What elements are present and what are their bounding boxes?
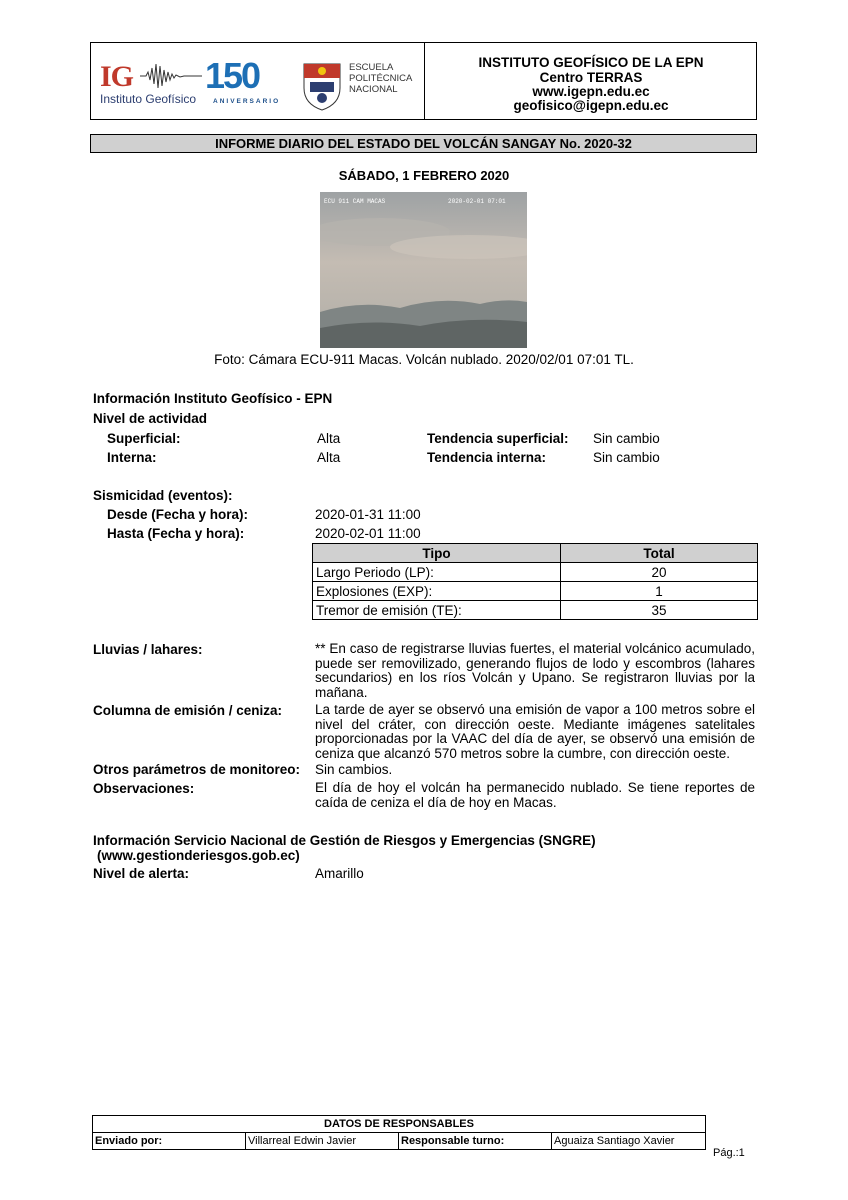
email-link[interactable]: geofisico@igepn.edu.ec [513,98,669,113]
website-link[interactable]: www.igepn.edu.ec [532,84,650,99]
internal-value: Alta [317,450,341,465]
anniversary-logo-label: ANIVERSARIO [213,98,281,105]
igepn-heading: Información Instituto Geofísico - EPN [93,391,333,406]
event-type: Largo Periodo (LP): [313,563,561,582]
internal-trend-value: Sin cambio [593,450,660,465]
photo-overlay-right: 2020-02-01 07:01 [448,198,506,205]
col-total-header: Total [561,544,758,563]
other-text: Sin cambios. [315,762,393,777]
seismicity-heading: Sismicidad (eventos): [93,488,233,503]
event-total: 1 [561,582,758,601]
rain-text: ** En caso de registrarse lluvias fuertes, el material volcánico acumulado, puede ser removilizado, generando flujos de lodo y escombros (lahares secundarios) en los ríos Volcán y Upano. Se registraron lluvias por la mañana. [315,641,755,700]
table-row [313,582,758,601]
photo-caption: Foto: Cámara ECU-911 Macas. Volcán nublado. 2020/02/01 07:01 TL. [214,352,634,367]
internal-trend-label: Tendencia interna: [427,450,547,465]
epn-crest-icon [300,60,344,112]
observations-text: El día de hoy el volcán ha permanecido nublado. Se tiene reportes de caída de ceniza el día de hoy en Macas. [315,780,755,810]
superficial-trend-label: Tendencia superficial: [427,431,569,446]
anniversary-logo-number: 150 [205,55,260,96]
table-row [313,563,758,582]
report-title: INFORME DIARIO DEL ESTADO DEL VOLCÁN SANGAY No. 2020-32 [90,134,757,153]
on-duty-label: Responsable turno: [399,1133,552,1150]
ig-logo: IG [100,60,134,93]
center-name: Centro TERRAS [539,70,643,85]
event-total: 35 [561,601,758,620]
on-duty-value: Aguaiza Santiago Xavier [552,1133,706,1150]
ash-label: Columna de emisión / ceniza: [93,703,283,718]
institute-name: INSTITUTO GEOFÍSICO DE LA EPN [478,55,704,70]
to-label: Hasta (Fecha y hora): [107,526,245,541]
seismicity-table [312,543,758,620]
from-label: Desde (Fecha y hora): [107,507,249,522]
volcano-camera-photo [320,192,527,348]
rain-label: Lluvias / lahares: [93,642,203,657]
observations-label: Observaciones: [93,781,195,796]
sngre-website[interactable]: (www.gestionderiesgos.gob.ec) [97,848,300,863]
page-number: Pág.:1 [713,1147,745,1159]
table-row [93,1133,706,1150]
superficial-label: Superficial: [107,431,181,446]
sngre-heading: Información Servicio Nacional de Gestión de Riesgos y Emergencias (SNGRE) [93,833,596,848]
other-label: Otros parámetros de monitoreo: [93,762,301,777]
responsibles-header: DATOS DE RESPONSABLES [93,1116,706,1133]
photo-overlay-left: ECU 911 CAM MACAS [324,198,386,205]
alert-label: Nivel de alerta: [93,866,190,881]
from-value: 2020-01-31 11:00 [315,507,421,522]
ig-logo-subtitle: Instituto Geofísico [100,92,197,106]
table-row [313,601,758,620]
epn-name-line-2: POLITÉCNICA [349,73,413,84]
epn-name-line-3: NACIONAL [349,84,398,95]
col-type-header: Tipo [313,544,561,563]
responsibles-table [92,1115,706,1150]
epn-logo-name [349,62,412,95]
to-value: 2020-02-01 11:00 [315,526,421,541]
event-total: 20 [561,563,758,582]
sent-by-label: Enviado por: [93,1133,246,1150]
report-date: SÁBADO, 1 FEBRERO 2020 [338,168,510,183]
alert-value: Amarillo [315,866,364,881]
superficial-trend-value: Sin cambio [593,431,660,446]
table-header-row [313,544,758,563]
activity-heading: Nivel de actividad [93,411,208,426]
event-type: Explosiones (EXP): [313,582,561,601]
sent-by-value: Villarreal Edwin Javier [246,1133,399,1150]
internal-label: Interna: [107,450,157,465]
table-header-row [93,1116,706,1133]
seismogram-icon [140,58,202,94]
ash-text: La tarde de ayer se observó una emisión de vapor a 100 metros sobre el nivel del cráter, con dirección oeste. Mediante imágenes satelitales proporcionadas por la VAAC del día de ayer, se observó una emisión de ceniza que alcanzó 570 metros sobre la cumbre, con dirección oeste. [315,702,755,761]
superficial-value: Alta [317,431,341,446]
epn-name-line-1: ESCUELA [349,62,394,73]
event-type: Tremor de emisión (TE): [313,601,561,620]
